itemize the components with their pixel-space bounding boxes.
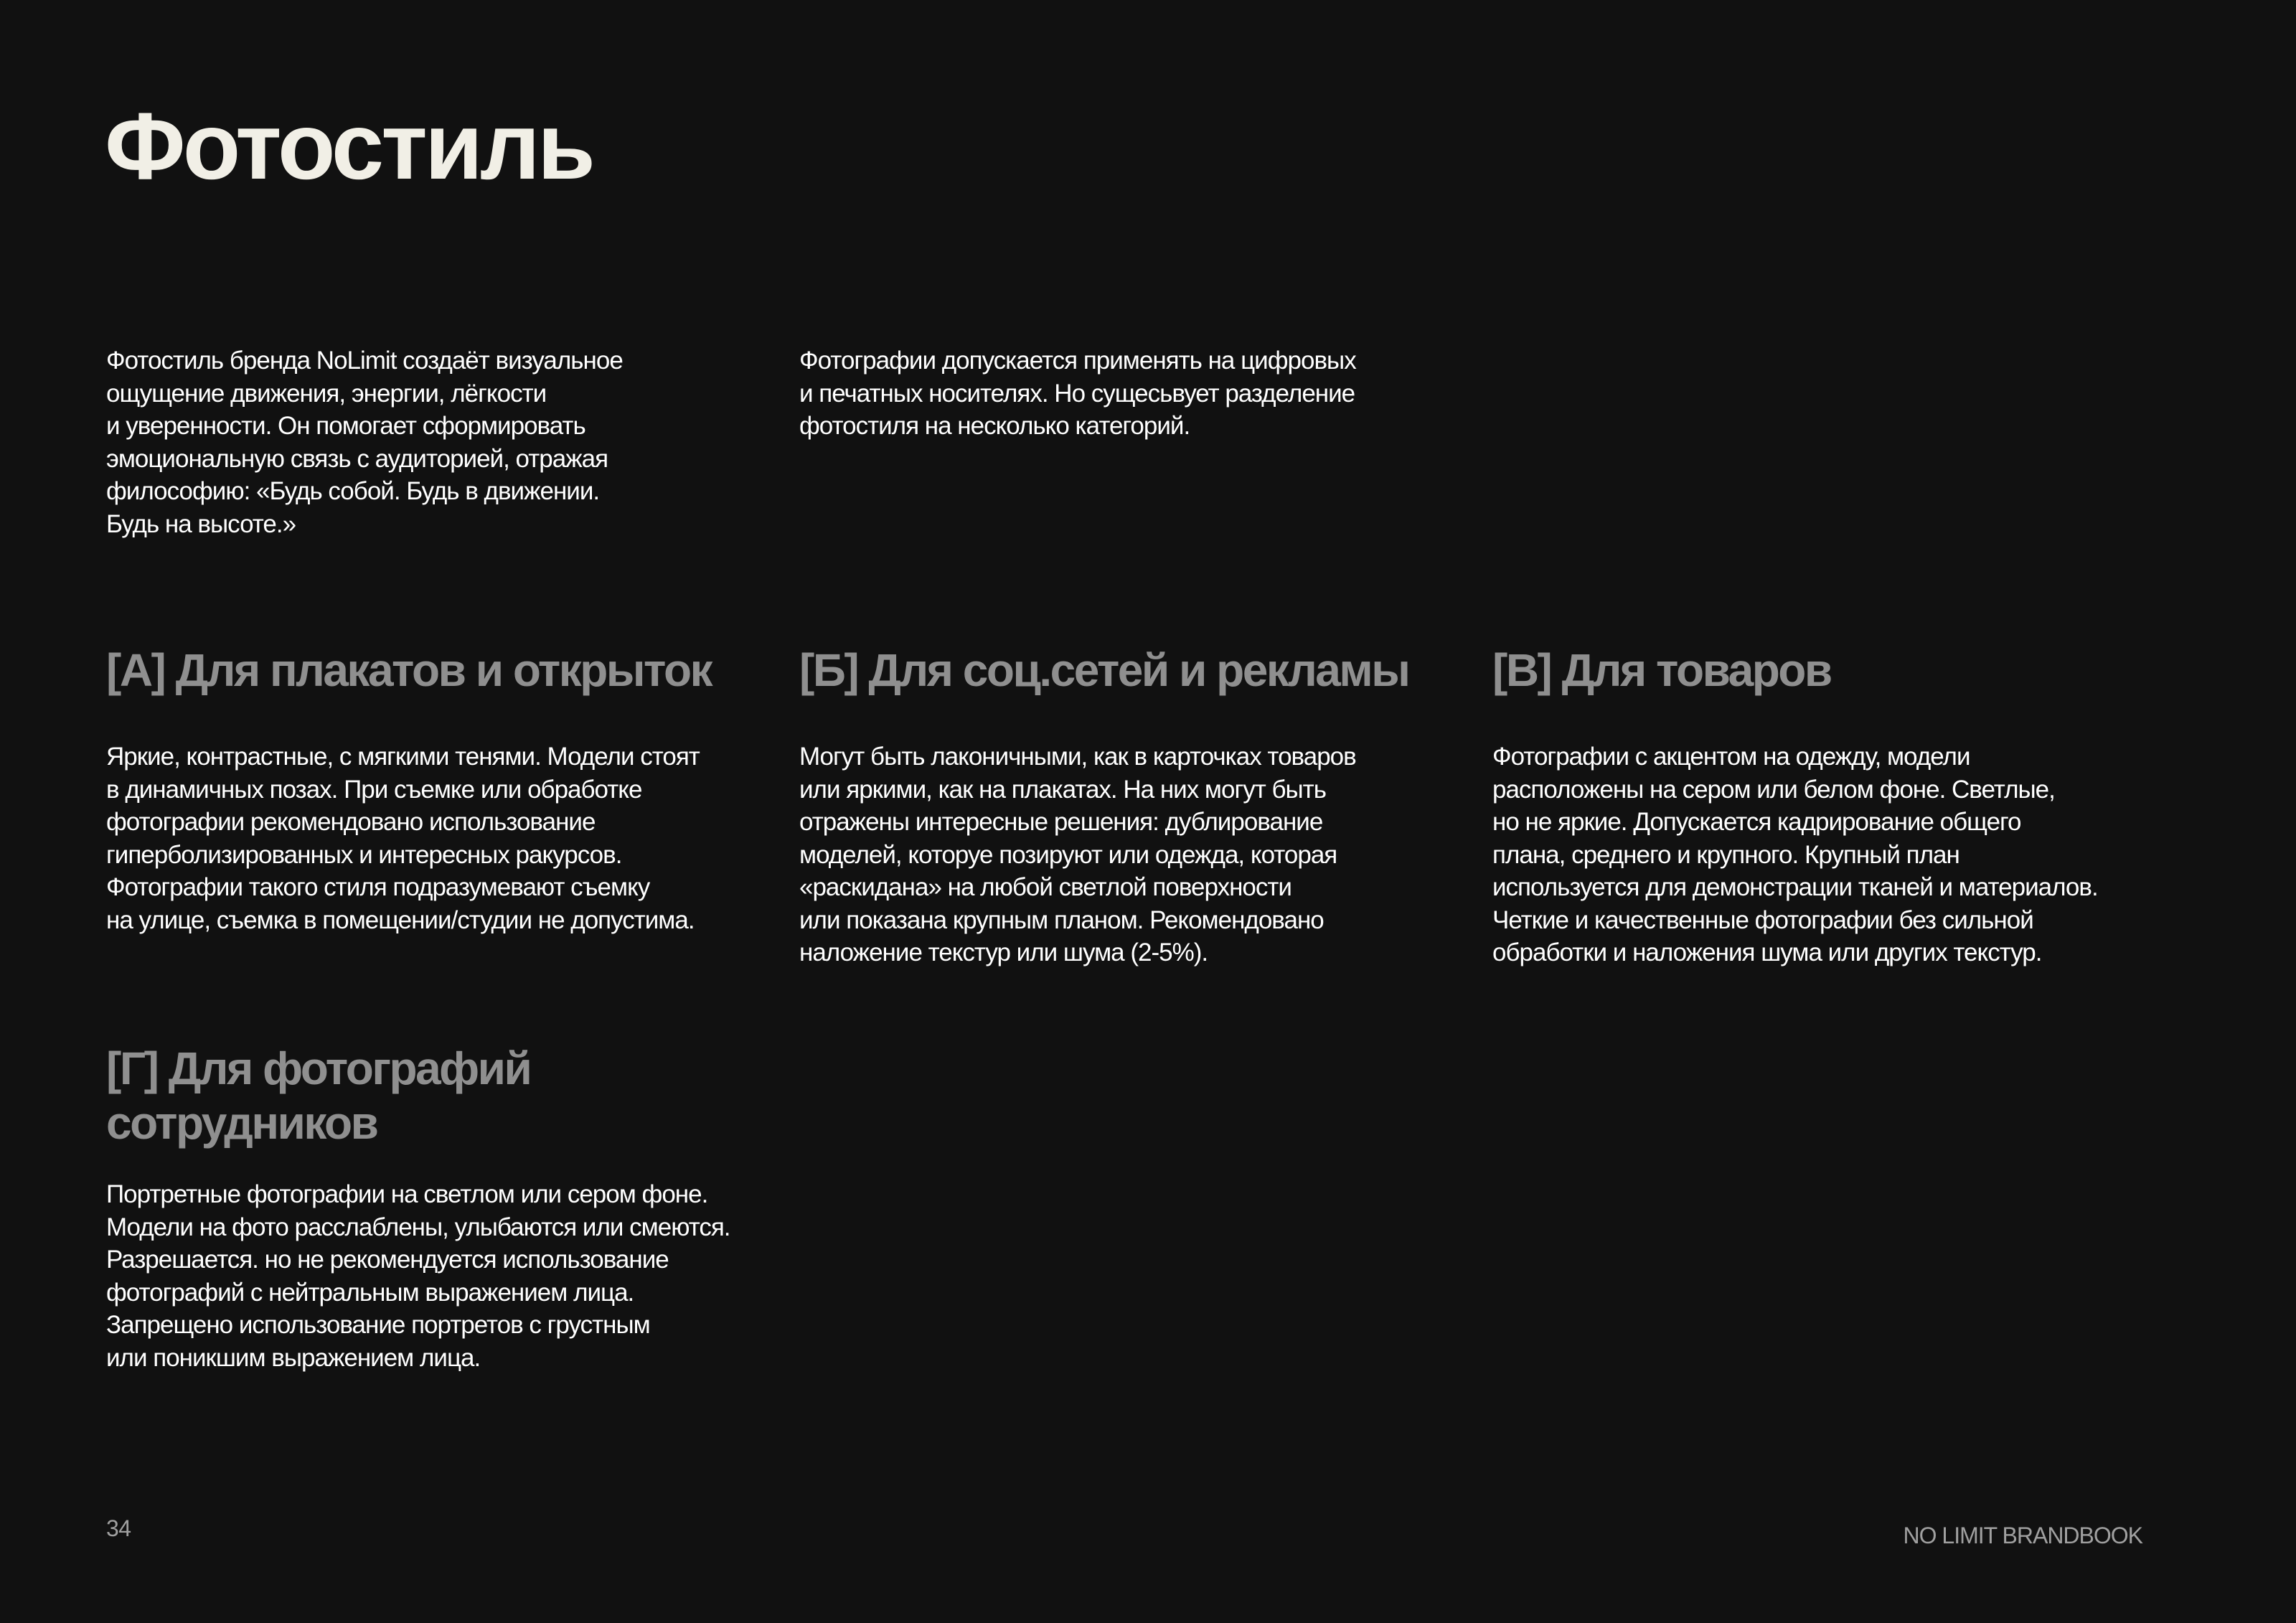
category-a-text: Яркие, контрастные, с мягкими тенями. Модели стоят в динамичных позах. При съемке или обработке фотографии рекомендовано использование гиперболизированных и интересных ракурсов. Фотографии такого стиля подразумевают съемку на улице, съемка в помещении/студии не допустима.	[106, 743, 700, 934]
category-d-heading: [Г] Для фотографий сотрудников	[106, 1043, 531, 1149]
category-a-heading: [А] Для плакатов и открыток	[106, 644, 712, 696]
category-d-text: Портретные фотографии на светлом или сером фоне. Модели на фото расслаблены, улыбаются или смеются. Разрешается. но не рекомендуется использование фотографий с нейтральным выражением лица. Запрещено использование портретов с грустным или поникшим выражением лица.	[106, 1180, 730, 1372]
intro-text-left: Фотостиль бренда NoLimit создаёт визуальное ощущение движения, энергии, лёгкости и уверенности. Он помогает сформировать эмоциональную связь с аудиторией, отражая философию: «Будь собой. Будь в движении. Будь на высоте.»	[106, 347, 623, 538]
category-b-text: Могут быть лаконичными, как в карточках товаров или яркими, как на плакатах. На них могут быть отражены интересные решения: дублирование моделей, которуе позируют или одежда, которая «раскидана» на любой светлой поверхности или показана крупным планом. Рекомендовано наложение текстур или шума (2-5%).	[799, 743, 1356, 966]
intro-text-right: Фотографии допускается применять на цифровых и печатных носителях. Но сущесьвует разделение фотостиля на несколько категорий.	[799, 347, 1356, 440]
page-title: Фотостиль	[105, 93, 593, 199]
category-c-text: Фотографии с акцентом на одежду, модели расположены на сером или белом фоне. Светлые, но не яркие. Допускается кадрирование общего плана, среднего и крупного. Крупный план используется для демонстрации тканей и материалов. Четкие и качественные фотографии без сильной обработки и наложения шума или других текстур.	[1492, 743, 2098, 966]
brandbook-footer-label: NO LIMIT BRANDBOOK	[1903, 1523, 2142, 1548]
category-c-heading: [В] Для товаров	[1492, 644, 1831, 696]
category-b-heading: [Б] Для соц.сетей и рекламы	[799, 644, 1409, 696]
page-number: 34	[106, 1515, 131, 1541]
